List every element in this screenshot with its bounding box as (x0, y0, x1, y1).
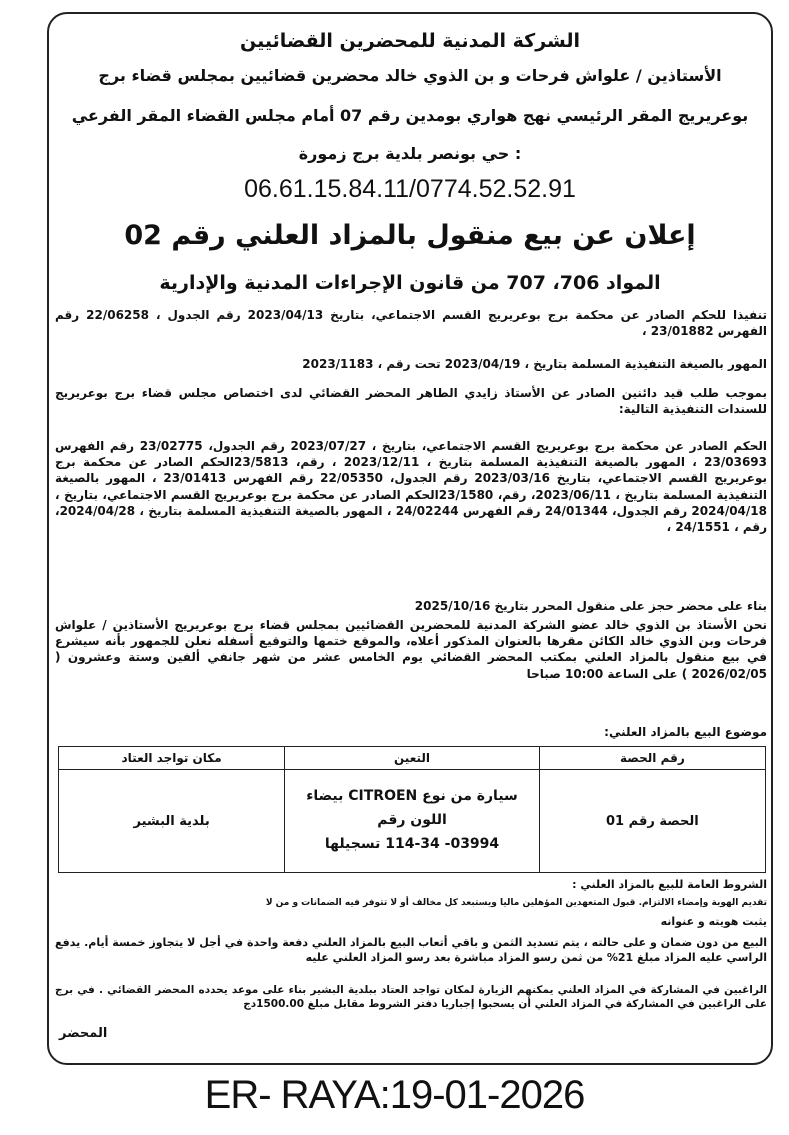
table-header-row (59, 747, 766, 770)
lot-description-line-2: اللون رقم (377, 812, 447, 829)
lot-number: الحصة رقم 01 (539, 770, 765, 873)
table-row (59, 770, 766, 873)
condition-payment: البيع من دون ضمان و على حالته ، يتم تسديد الثمن و باقي أتعاب البيع بالمزاد العلني دفعة واحدة في أجل لا يتجاوز خمسة أيام. يدفع الراسي عليه المزاد مبلغ 21% من ثمن رسو المزاد مباشرة بعد رسو المزاد العلني عليه (55, 936, 767, 964)
paragraph-titles: الحكم الصادر عن محكمة برج بوعريريج القسم الاجتماعي، بتاريخ ، 2023/07/27 رقم الجدول، 23/02775 رقم الفهرس 23/03693 ، المهور بالصيغة التنفيذية المسلمة بتاريخ ، 2023/12/11 ، رقم، 23/5813الحكم الصادر عن محكمة برج بوعريريج القسم الاجتماعي، بتاريخ 2023/03/16 رقم الجدول، 22/05350 رقم الفهرس 23/01413 ، المهور بالصيغة التنفيذية المسلمة بتاريخ ، 2023/06/11، رقم، 23/1580الحكم الصادر عن محكمة برج بوعريريج القسم الاجتماعي، بتاريخ ، 2024/04/18 رقم الجدول، 24/01344 رقم الفهرس 24/02244 ، المهور بالصيغة التنفيذية المسلمة بتاريخ ، 2024/04/28، رقم ، 24/1551 ، (55, 439, 768, 534)
phone-numbers: 06.61.15.84.11/0774.52.52.91 (244, 175, 576, 203)
condition-address: يثبت هويته و عنوانه (660, 915, 767, 928)
bailiffs-line-2: بوعريريج المقر الرئيسي نهج هواري بومدين رقم 07 أمام مجلس القضاء المقر الفرعي (71, 106, 749, 125)
lot-description-line-3: 03994- 114-34 تسجيلها (324, 835, 500, 852)
header-location: مكان تواجد العتاد (59, 747, 285, 770)
legal-articles: المواد 706، 707 من قانون الإجراءات المدنية والإدارية (159, 272, 661, 294)
publication-footer: ER- RAYA:19-01-2026 (204, 1073, 585, 1117)
bailiffs-line-3: : حي بونصر بلدية برج زمورة (298, 144, 522, 163)
bailiffs-line-1: الأستاذين / علواش فرحات و بن الذوي خالد محضرين قضائيين بمجلس قضاء برج (98, 66, 722, 85)
sale-subject-label: موضوع البيع بالمزاد العلني: (604, 725, 767, 739)
paragraph-sale-notice: نحن الأستاذ بن الذوي خالد عضو الشركة المدنية للمحضرين القضائيين بمجلس قضاء برج بوعريريج الأستاذين / علواش فرحات وبن الذوي خالد الكائن مقرها بالعنوان المذكور أعلاه، والموقع ختمها والتوقيع أسفله نعلن للجمهور بأنه سيشرع في بيع منقول بالمزاد العلني بمكتب المحضر القضائي يوم الخامس عشر من شهر جانفي ألفين وستة وعشرون ( 2026/02/05 ) على الساعة 10:00 صباحا (55, 618, 767, 681)
paragraph-enforcement: المهور بالصيغة التنفيذية المسلمة بتاريخ ، 2023/04/19 تحت رقم ، 2023/1183 (302, 357, 767, 371)
paragraph-seizure: بناء على محضر حجز على منقول المحرر بتاريخ 2025/10/16 (414, 599, 767, 613)
paragraph-creditors: بموجب طلب قيد دائنين الصادر عن الأستاذ زايدي الطاهر المحضر القضائي لدى اختصاص مجلس قضاء برج بوعريريج للسندات التنفيذية التالية: (55, 386, 767, 417)
signature-text: المحضر (59, 1026, 108, 1041)
lot-description (285, 770, 540, 873)
lots-table (58, 746, 766, 873)
lot-description-line-1: سيارة من نوع CITROEN بيضاء (306, 788, 518, 805)
lot-location: بلدية البشير (59, 770, 285, 873)
paragraph-judgment: تنفيذا للحكم الصادر عن محكمة برج بوعريريج القسم الاجتماعي، بتاريخ 2023/04/13 رقم الجدول ، 22/06258 رقم الفهرس 23/01882 ، (55, 308, 768, 339)
header-lot-number: رقم الحصة (539, 747, 765, 770)
condition-visit: الراغبين في المشاركة في المزاد العلني يمكنهم الزيارة لمكان تواجد العتاد ببلدية البشير بناء على موعد يحدده المحضر القضائي . في برج على الراغبين في المشاركة في المزاد العلني أن يسحبوا إجباريا دفتر الشروط مقابل مبلغ 1500.00دج (55, 984, 767, 1011)
conditions-title: الشروط العامة للبيع بالمزاد العلني : (572, 878, 767, 891)
company-name: الشركة المدنية للمحضرين القضائيين (239, 30, 580, 52)
announcement-title: إعلان عن بيع منقول بالمزاد العلني رقم 02 (124, 220, 696, 251)
signature-label (55, 1025, 767, 1043)
condition-identity: تقديم الهوية وإمضاء الالتزام. قبول المتعهدين المؤهلين ماليا ويستبعد كل مخالف أو لا تتوفر فيه الضمانات و من لا (265, 898, 767, 908)
header-description: التعين (285, 747, 540, 770)
